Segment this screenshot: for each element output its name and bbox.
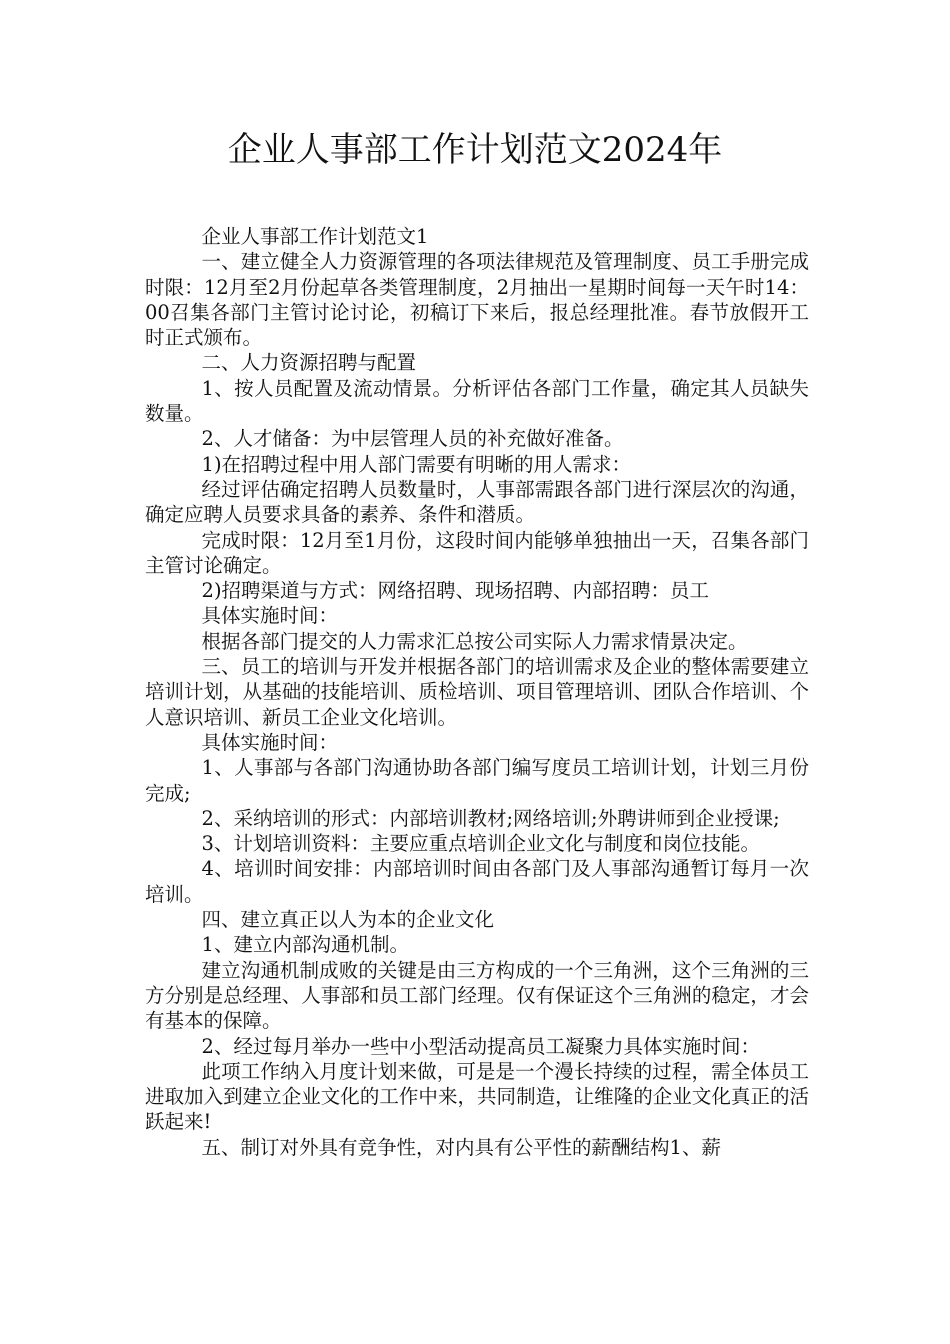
- paragraph: 3、计划培训资料：主要应重点培训企业文化与制度和岗位技能。: [201, 832, 760, 856]
- paragraph: 4、培训时间安排：内部培训时间由各部门及人事部沟通暂订每月一次培训。: [145, 857, 809, 906]
- paragraph: 建立沟通机制成败的关键是由三方构成的一个三角洲，这个三角洲的三方分别是总经理、人事部和员工部门经理。仅有保证这个三角洲的稳定，才会有基本的保障。: [145, 958, 809, 1033]
- document-title: 企业人事部工作计划范文2024年: [227, 130, 723, 170]
- paragraph: 1、按人员配置及流动情景。分析评估各部门工作量，确定其人员缺失数量。: [145, 376, 809, 426]
- paragraph: 1、建立内部沟通机制。: [201, 933, 409, 957]
- paragraph: 2、人才储备：为中层管理人员的补充做好准备。: [201, 427, 624, 451]
- paragraph: 完成时限：12月至1月份，这段时间内能够单独抽出一天，召集各部门主管讨论确定。: [145, 528, 809, 577]
- paragraph: 2、经过每月举办一些中小型活动提高员工凝聚力具体实施时间：: [201, 1034, 760, 1058]
- paragraph: 具体实施时间：: [201, 604, 339, 628]
- paragraph: 2)招聘渠道与方式：网络招聘、现场招聘、内部招聘：员工: [201, 579, 710, 603]
- paragraph: 三、员工的培训与开发并根据各部门的培训需求及企业的整体需要建立培训计划，从基础的技能培训、质检培训、项目管理培训、团队合作培训、个人意识培训、新员工企业文化培训。: [145, 655, 809, 729]
- paragraph: 1、人事部与各部门沟通协助各部门编写度员工培训计划，计划三月份完成;: [145, 756, 809, 805]
- paragraph: 2、采纳培训的形式：内部培训教材;网络培训;外聘讲师到企业授课;: [201, 806, 780, 830]
- paragraph: 具体实施时间：: [201, 730, 339, 754]
- paragraph: 四、建立真正以人为本的企业文化: [201, 908, 495, 932]
- paragraph: 1)在招聘过程中用人部门需要有明晰的用人需求：: [201, 452, 632, 476]
- document-body: [145, 224, 809, 1160]
- paragraph: 企业人事部工作计划范文1: [201, 225, 429, 248]
- paragraph: 经过评估确定招聘人员数量时，人事部需跟各部门进行深层次的沟通，确定应聘人员要求具备的素养、条件和潜质。: [145, 477, 809, 527]
- paragraph: 此项工作纳入月度计划来做，可是是一个漫长持续的过程，需全体员工进取加入到建立企业文化的工作中来，共同制造，让维隆的企业文化真正的活跃起来!: [145, 1059, 809, 1134]
- paragraph: 根据各部门提交的人力需求汇总按公司实际人力需求情景决定。: [201, 629, 748, 653]
- paragraph: 二、人力资源招聘与配置: [201, 351, 417, 375]
- paragraph: 一、建立健全人力资源管理的各项法律规范及管理制度、员工手册完成时限：12月至2月份起草各类管理制度，2月抽出一星期时间每一天午时14：00召集各部门主管讨论讨论，初稿订下来后，报总经理批准。春节放假开工时正式颁布。: [145, 250, 809, 350]
- paragraph: 五、制订对外具有竞争性，对内具有公平性的薪酬结构1、薪: [201, 1135, 721, 1159]
